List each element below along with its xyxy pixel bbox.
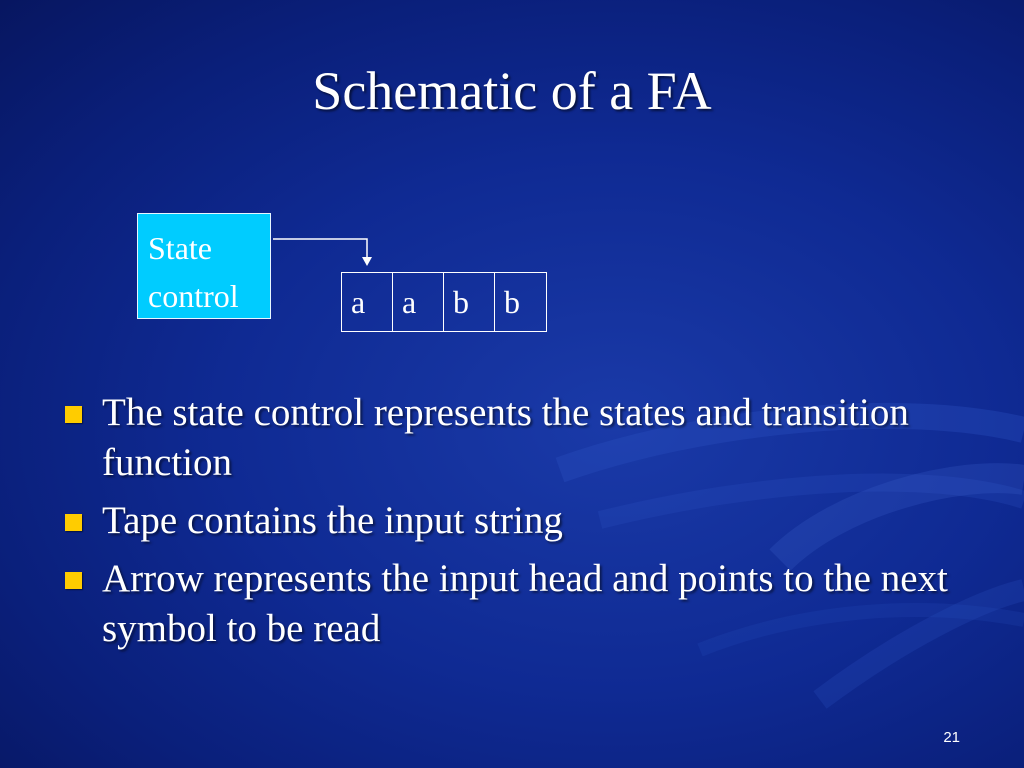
tape-cell: b bbox=[444, 273, 495, 331]
bullet-item bbox=[62, 388, 962, 488]
tape-cell: a bbox=[393, 273, 444, 331]
square-bullet-icon bbox=[65, 572, 82, 589]
slide-title: Schematic of a FA bbox=[312, 61, 712, 121]
square-bullet-icon bbox=[65, 406, 82, 423]
bullet-item bbox=[62, 496, 962, 546]
arrow-head-icon bbox=[362, 257, 372, 266]
input-tape bbox=[341, 272, 547, 332]
state-control-label-line1: State bbox=[148, 230, 212, 266]
bullet-item bbox=[62, 554, 962, 654]
tape-cell: a bbox=[342, 273, 393, 331]
bullet-text: Arrow represents the input head and points to the next symbol to be read bbox=[102, 557, 948, 650]
bullet-text: Tape contains the input string bbox=[102, 499, 563, 542]
square-bullet-icon bbox=[65, 514, 82, 531]
bullet-list bbox=[62, 388, 962, 662]
tape-cell: b bbox=[504, 284, 520, 320]
state-control-label-line2: control bbox=[148, 278, 239, 314]
state-control-box bbox=[137, 213, 271, 319]
page-number: 21 bbox=[943, 729, 960, 746]
bullet-text: The state control represents the states and transition function bbox=[102, 391, 909, 484]
